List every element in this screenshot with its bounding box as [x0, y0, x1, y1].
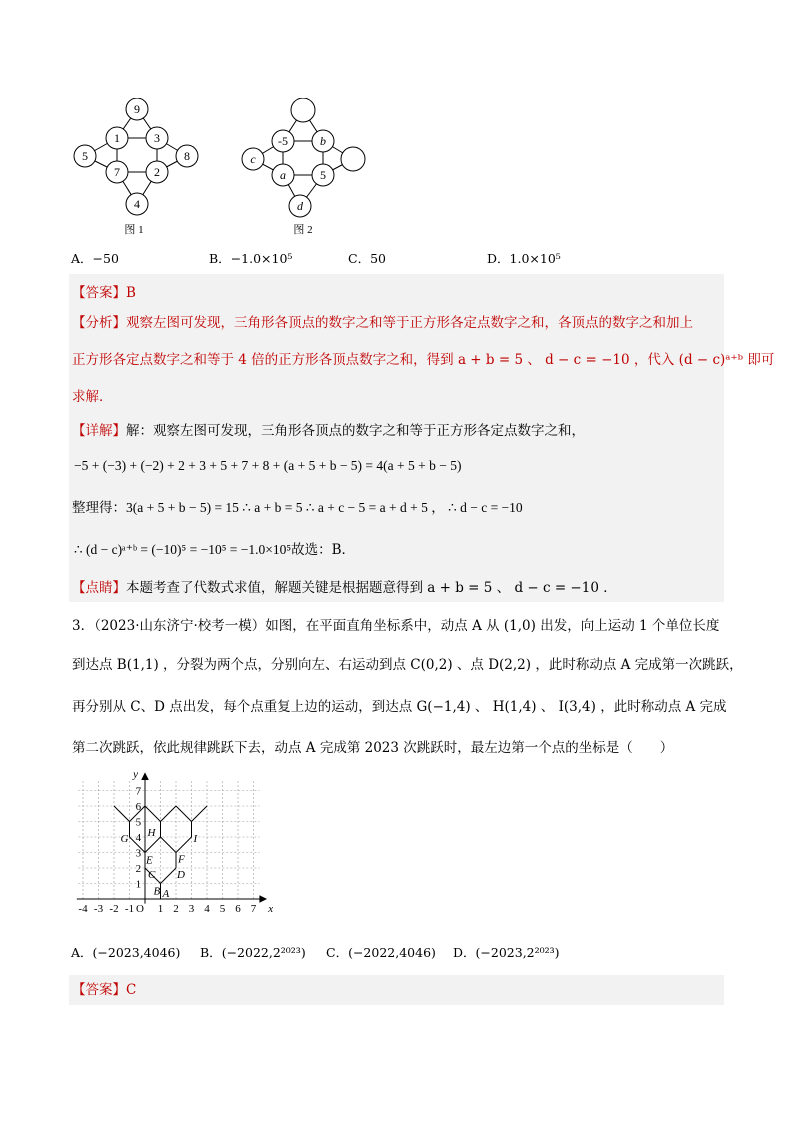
x-tick-label: 2: [173, 903, 179, 915]
x-tick-label: 3: [188, 903, 195, 915]
y-tick-label: 1: [135, 878, 142, 891]
fig1-node: 7: [114, 165, 120, 179]
y-axis-label: y: [133, 770, 139, 781]
point-label-c: C: [148, 869, 156, 881]
path-segment: [161, 837, 177, 853]
point-label-e: E: [146, 854, 153, 867]
q3-option-c: C．(−2022,4046): [326, 945, 436, 960]
q2-analysis-line2: 正方形各定点数字之和等于 4 倍的正方形各顶点数字之和，得到 a + b = 5 、 d − c = −10 ，代入 (d − c)ᵃ⁺ᵇ 即可: [72, 352, 775, 368]
q3-line4: 第二次跳跃，依此规律跳跃下去，动点 A 完成第 2023 次跳跃时，最左边第一个点的坐标是（ ）: [72, 740, 674, 756]
q3-coordinate-graph: [70, 770, 280, 920]
point-label-d: D: [177, 869, 185, 881]
y-tick-label: 5: [135, 816, 142, 829]
fig2-node: b: [320, 134, 326, 148]
x-tick-label: -3: [93, 903, 104, 915]
x-tick-label: -2: [109, 903, 119, 915]
point-label-b: B: [153, 885, 161, 898]
q2-detail-eq2: 整理得：3(a + 5 + b − 5) = 15 ∴ a + b = 5 ∴ a + c − 5 = a + d + 5 ， ∴ d − c = −10: [72, 500, 523, 516]
fig1-node: 1: [114, 131, 120, 145]
x-tick-label: 4: [204, 903, 210, 915]
q2-analysis-line1: 【分析】观察左图可发现，三角形各顶点的数字之和等于正方形各定点数字之和，各顶点的数字之和加上: [72, 315, 693, 331]
q3-answer: 【答案】C: [72, 982, 137, 998]
x-tick-label: -1: [124, 903, 135, 915]
path-segment: [161, 868, 177, 884]
q2-option-b: B．−1.0×10⁵: [209, 251, 293, 266]
fig2-node: c: [250, 152, 256, 166]
axes: [77, 773, 266, 903]
q2-detail-line1: 【详解】解：观察左图可发现，三角形各顶点的数字之和等于正方形各定点数字之和，: [72, 423, 585, 439]
point-label-h: H: [147, 827, 156, 839]
fig1-node: 4: [134, 197, 140, 211]
fig1-node: 8: [184, 149, 190, 163]
q2-answer: 【答案】B: [72, 285, 136, 301]
fig1-caption: 图 1: [124, 224, 144, 236]
fig1-node: 9: [134, 102, 140, 116]
q2-detail-eq1: −5 + (−3) + (−2) + 2 + 3 + 5 + 7 + 8 + (a + 5 + b − 5) = 4(a + 5 + b − 5): [74, 458, 462, 473]
x-tick-label: 1: [157, 903, 164, 915]
q3-line3: 再分别从 C、D 点出发，每个点重复上边的运动，到达点 G(−1,4) 、 H(1,4) 、 I(3,4) ，此时称动点 A 完成: [72, 699, 727, 715]
q2-option-c: C．50: [348, 251, 386, 266]
path-segment: [192, 806, 208, 822]
x-tick-label: 6: [235, 903, 241, 915]
y-tick-label: 4: [135, 832, 142, 844]
figure-2: [236, 98, 371, 238]
x-tick-label: O: [136, 903, 144, 915]
q2-detail-eq3: ∴ (d − c)ᵃ⁺ᵇ = (−10)⁵ = −10⁵ = −1.0×10⁵故选：B．: [74, 542, 356, 558]
q2-analysis-line3: 求解．: [72, 389, 113, 405]
path-segment: [176, 806, 192, 822]
path-segment: [145, 806, 161, 822]
q2-option-d: D．1.0×10⁵: [487, 251, 561, 266]
y-tick-label: 6: [135, 801, 142, 813]
point-label-f: F: [178, 853, 185, 866]
fig2-node: 5: [320, 168, 326, 182]
q3-option-d: D．(−2023,2²⁰²³): [453, 945, 560, 960]
point-label-g: G: [120, 833, 129, 845]
q3-option-b: B．(−2022,2²⁰²³): [200, 945, 306, 960]
y-axis-arrow: [142, 773, 148, 779]
figure-1: [70, 98, 205, 238]
x-axis-arrow: [260, 896, 266, 902]
x-tick-label: 5: [219, 903, 226, 915]
fig2-node: a: [280, 168, 286, 182]
path-segment: [176, 837, 192, 853]
path-segment: [161, 806, 177, 822]
q3-line2: 到达点 B(1,1) ，分裂为两个点，分别向左、右运动到点 C(0,2) 、点 D(2,2) ，此时称动点 A 完成第一次跳跃，: [72, 657, 743, 673]
q2-comment: 【点睛】本题考查了代数式求值，解题关键是根据题意得到 a + b = 5 、 d − c = −10 ．: [72, 580, 617, 596]
grid: [78, 781, 259, 899]
fig1-node: 3: [154, 131, 160, 145]
q3-option-a: A．(−2023,4046): [71, 945, 181, 960]
path-segment: [114, 806, 130, 822]
q3-answer-panel: [69, 975, 724, 1005]
path-segment: [145, 837, 161, 853]
point-label-a: A: [162, 888, 170, 900]
fig1-node: 5: [82, 149, 88, 163]
y-tick-label: 3: [135, 847, 142, 860]
x-tick-label: -4: [78, 903, 88, 915]
fig2-node: -5: [278, 134, 288, 148]
y-tick-label: 2: [135, 863, 142, 875]
fig2-caption: 图 2: [293, 224, 313, 236]
fig2-node: d: [297, 199, 303, 213]
x-axis-label: x: [268, 903, 274, 915]
point-label-i: I: [193, 833, 198, 845]
fig1-node: 2: [154, 165, 160, 179]
y-tick-label: 7: [135, 785, 142, 798]
q2-option-a: A．−50: [71, 251, 119, 266]
q3-line1: 3．（2023·山东济宁·校考一模）如图，在平面直角坐标系中，动点 A 从 (1,0) 出发，向上运动 1 个单位长度: [72, 618, 720, 634]
x-tick-label: 7: [250, 903, 257, 915]
